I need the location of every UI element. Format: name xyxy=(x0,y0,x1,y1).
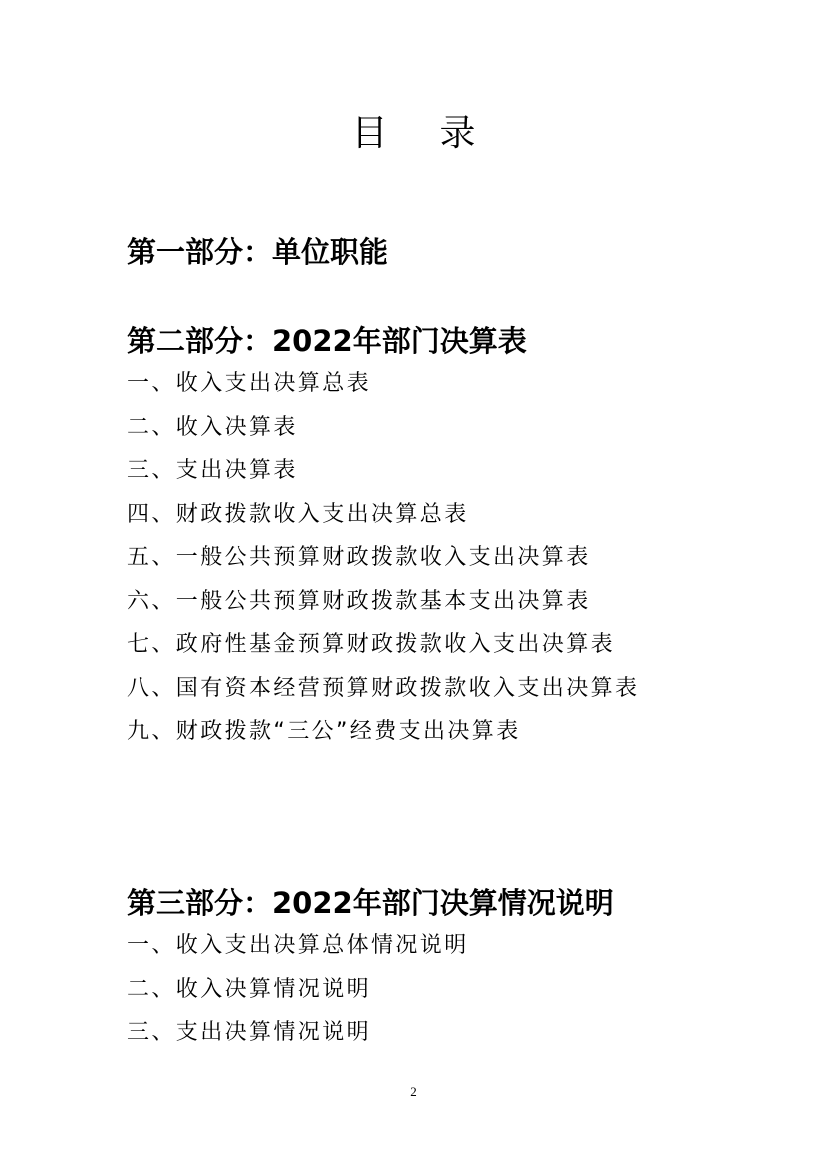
list-item: 八、国有资本经营预算财政拨款收入支出决算表 xyxy=(127,675,640,701)
list-item: 二、收入决算表 xyxy=(127,414,298,440)
list-item: 七、政府性基金预算财政拨款收入支出决算表 xyxy=(127,632,616,657)
page-title: 目录 xyxy=(351,113,528,154)
list-item: 三、支出决算表 xyxy=(127,458,298,483)
page-number: 2 xyxy=(410,1084,417,1099)
list-item: 一、收入支出决算总体情况说明 xyxy=(127,933,469,958)
list-item: 二、收入决算情况说明 xyxy=(127,976,372,1002)
list-item: 五、一般公共预算财政拨款收入支出决算表 xyxy=(127,545,591,570)
list-item: 九、财政拨款“三公”经费支出决算表 xyxy=(127,719,521,744)
part-three-list xyxy=(127,924,469,1055)
part-two-list xyxy=(127,362,639,754)
list-item: 一、收入支出决算总表 xyxy=(127,371,372,396)
list-item: 六、一般公共预算财政拨款基本支出决算表 xyxy=(127,588,591,614)
part-two-heading: 第二部分：2022年部门决算表 xyxy=(127,324,527,358)
list-item: 四、财政拨款收入支出决算总表 xyxy=(127,501,469,527)
list-item: 三、支出决算情况说明 xyxy=(127,1020,372,1045)
part-one-heading: 第一部分：单位职能 xyxy=(127,235,389,269)
part-three-heading: 第三部分：2022年部门决算情况说明 xyxy=(127,886,614,920)
